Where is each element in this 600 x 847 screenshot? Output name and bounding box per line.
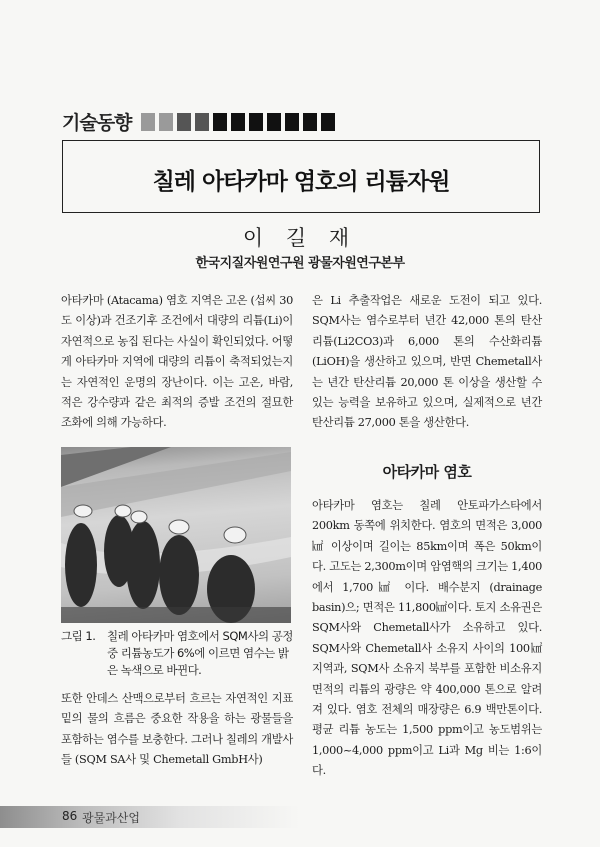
intro-paragraph: 아타카마 (Atacama) 염호 지역은 고온 (섭씨 30도 이상)과 건조기후 조건에서 대량의 리튬(Li)이 자연적으로 농집 된다는 사실이 확인되었다. 어떻게 아타카마 지역에 대량의 리튬이 축적되었는지는 자연적인 운명의 장난이다. 이는 고온, 바람, 적은 강수량과 같은 최적의 증발 조건의 절묘한 조화에 의해 가능하다.: [61, 294, 294, 430]
page-number: 86: [62, 809, 78, 823]
decorative-squares: [141, 113, 335, 131]
figure-number: 그림 1.: [61, 629, 96, 643]
section-paragraph: 아타카마 염호는 칠레 안토파가스타에서 200km 동쪽에 위치한다. 염호의 면적은 3,000㎢ 이상이며 길이는 85km이며 폭은 50km이다. 고도는 2,300m이며 암염핵의 크기는 1,400에서 1,700㎢ 이다. 배수분지 (drainage basin)으; 면적은 11,800㎢이다. 토지 소유권은 SQM사와 Chemetall사가 소유하고 있다. SQM사와 Chemetall사 소유지 사이의 100㎢ 지역과, SQM사 소유지 북부를 포함한 비소유지 면적의 리튬의 광량은 약 400,000 톤으로 알려져 있다. 염호 전체의 매장량은 6.9 백만톤이다. 평균 리튬 농도는 1,500 ppm이고 농도범위는 1,000~4,000 ppm이고 Li과 Mg 비는 1:6이다.: [312, 499, 542, 778]
figure-photo: [61, 447, 291, 623]
article-title: 칠레 아타카마 염호의 리튬자원: [152, 169, 450, 195]
author-affiliation: 한국지질자원연구원 광물자원연구본부: [195, 256, 405, 271]
page-footer: [0, 806, 600, 828]
publication-name: 광물과산업: [82, 811, 140, 825]
section-label: 기술동향: [62, 112, 132, 134]
author-name: 이 길 재: [242, 226, 358, 250]
section-heading: 아타카마 염호: [382, 463, 472, 481]
section-tag: [62, 108, 335, 135]
figure-caption-text: 칠레 아타카마 염호에서 SQM사의 공정 중 리튬농도가 6%에 이르면 염수는 밝은 녹색으로 바뀐다.: [107, 629, 293, 677]
bottom-paragraph: 또한 안데스 산맥으로부터 흐르는 자연적인 지표 밑의 물의 흐름은 중요한 작용을 하는 광물들을 포함하는 염수를 보충한다. 그러나 칠레의 개발사들 (SQM SA사 및 Chemetall GmbH사): [61, 692, 294, 767]
title-box: [62, 140, 540, 213]
right-top-paragraph: 은 Li 추출작업은 새로운 도전이 되고 있다. SQM사는 염수로부터 년간 42,000 톤의 탄산리튬(Li2CO3)과 6,000 톤의 수산화리튬(LiOH)을 생산하고 있으며, 반면 Chemetall사는 년간 탄산리튬 20,000 톤 이상을 생산할 수 있는 능력을 보유하고 있으며, 실제적으로 년간 탄산리튬 27,000 톤을 생산한다.: [312, 294, 542, 430]
figure-caption: [61, 628, 293, 679]
